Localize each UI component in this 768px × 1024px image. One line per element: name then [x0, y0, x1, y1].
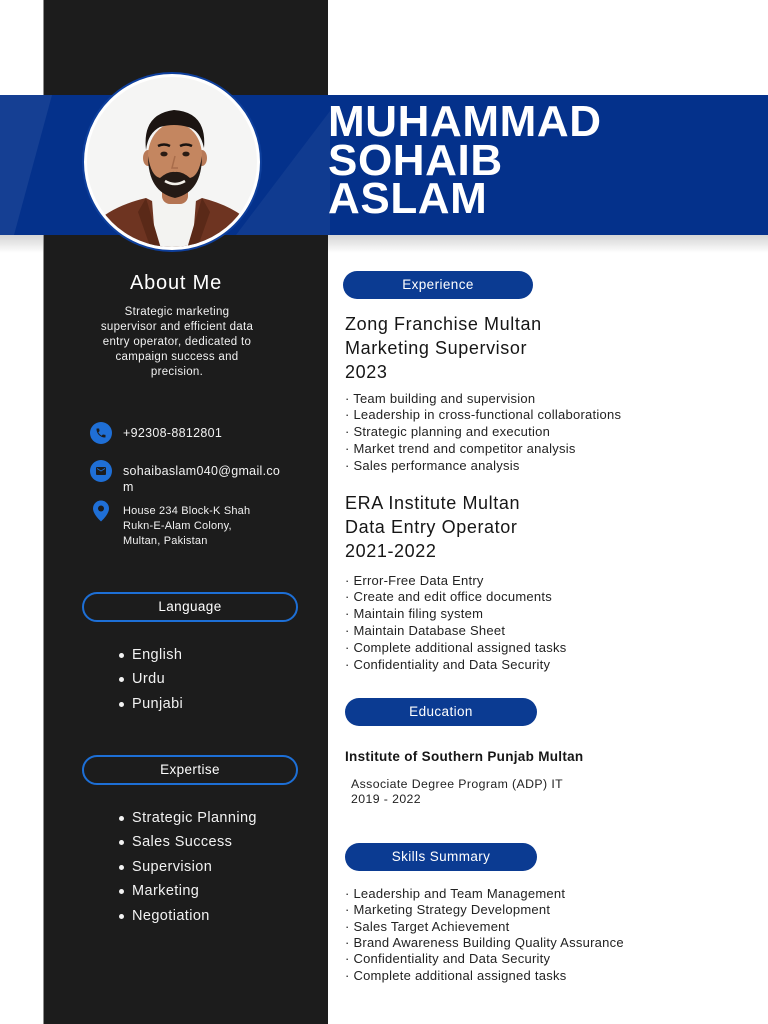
full-name	[328, 97, 602, 223]
language-item: Urdu	[117, 667, 183, 692]
expertise-list	[117, 806, 257, 929]
skill-item: · Complete additional assigned tasks	[345, 967, 567, 983]
language-heading-pill	[82, 592, 298, 622]
name-line-last: ASLAM	[328, 174, 488, 223]
location-pin-icon	[89, 499, 113, 523]
job-period: 2021-2022	[345, 541, 437, 561]
language-heading: Language	[158, 599, 222, 614]
duty-item: · Sales performance analysis	[345, 457, 520, 473]
duty-item: · Strategic planning and execution	[345, 424, 551, 440]
expertise-heading: Expertise	[160, 762, 220, 777]
profile-photo	[82, 72, 262, 252]
expertise-item: Negotiation	[117, 904, 257, 929]
expertise-item: Marketing	[117, 879, 257, 904]
duty-item: · Maintain filing system	[345, 606, 484, 622]
job-company: Zong Franchise Multan	[345, 314, 542, 334]
postal-address: House 234 Block-K Shah Rukn-E-Alam Colony, Multan, Pakistan	[123, 504, 251, 547]
duty-item: · Team building and supervision	[345, 390, 536, 406]
education-degree: Associate Degree Program (ADP) IT	[351, 776, 564, 791]
language-list	[117, 643, 183, 717]
job-title: Marketing Supervisor	[345, 338, 528, 358]
skill-item: · Confidentiality and Data Security	[345, 951, 551, 967]
expertise-heading-pill	[82, 755, 298, 785]
duty-item: · Create and edit office documents	[345, 589, 552, 605]
experience-heading: Experience	[402, 277, 474, 292]
skills-heading: Skills Summary	[391, 849, 491, 864]
duty-item: · Leadership in cross-functional collaborations	[345, 407, 622, 423]
education-heading: Education	[409, 704, 473, 719]
about-heading: About Me	[129, 272, 222, 294]
education-period: 2019 - 2022	[351, 791, 422, 806]
email-icon	[90, 460, 112, 482]
duty-item: · Maintain Database Sheet	[345, 622, 506, 638]
job-company: ERA Institute Multan	[345, 493, 521, 513]
job-period: 2023	[345, 362, 388, 382]
skill-item: · Leadership and Team Management	[345, 885, 566, 901]
job-duties-list	[345, 573, 745, 674]
name-line-middle: SOHAIB	[328, 135, 503, 185]
expertise-item: Sales Success	[117, 830, 257, 855]
expertise-item: Supervision	[117, 855, 257, 880]
email-address: sohaibaslam040@gmail.com	[123, 464, 281, 494]
duty-item: · Confidentiality and Data Security	[345, 656, 551, 672]
duty-item: · Error-Free Data Entry	[345, 572, 484, 588]
job-title: Data Entry Operator	[345, 517, 518, 537]
job-duties-list	[345, 391, 745, 475]
skill-item: · Marketing Strategy Development	[345, 902, 551, 918]
skills-heading-pill	[345, 843, 537, 871]
phone-number: +92308-8812801	[123, 426, 223, 440]
education-details	[351, 777, 563, 807]
job-header	[345, 491, 520, 563]
about-text: Strategic marketing supervisor and efficient data entry operator, dedicated to campaign success and precision.	[100, 305, 254, 379]
skill-item: · Sales Target Achievement	[345, 918, 510, 934]
experience-heading-pill	[343, 271, 533, 299]
education-institution: Institute of Southern Punjab Multan	[345, 749, 584, 764]
skills-list	[345, 886, 745, 984]
language-item: English	[117, 643, 183, 668]
education-heading-pill	[345, 698, 537, 726]
name-line-first: MUHAMMAD	[328, 97, 602, 146]
job-header	[345, 312, 542, 384]
duty-item: · Complete additional assigned tasks	[345, 639, 567, 655]
phone-icon	[90, 422, 112, 444]
language-item: Punjabi	[117, 692, 183, 717]
duty-item: · Market trend and competitor analysis	[345, 440, 576, 456]
skill-item: · Brand Awareness Building Quality Assurance	[345, 935, 624, 951]
expertise-item: Strategic Planning	[117, 806, 257, 831]
